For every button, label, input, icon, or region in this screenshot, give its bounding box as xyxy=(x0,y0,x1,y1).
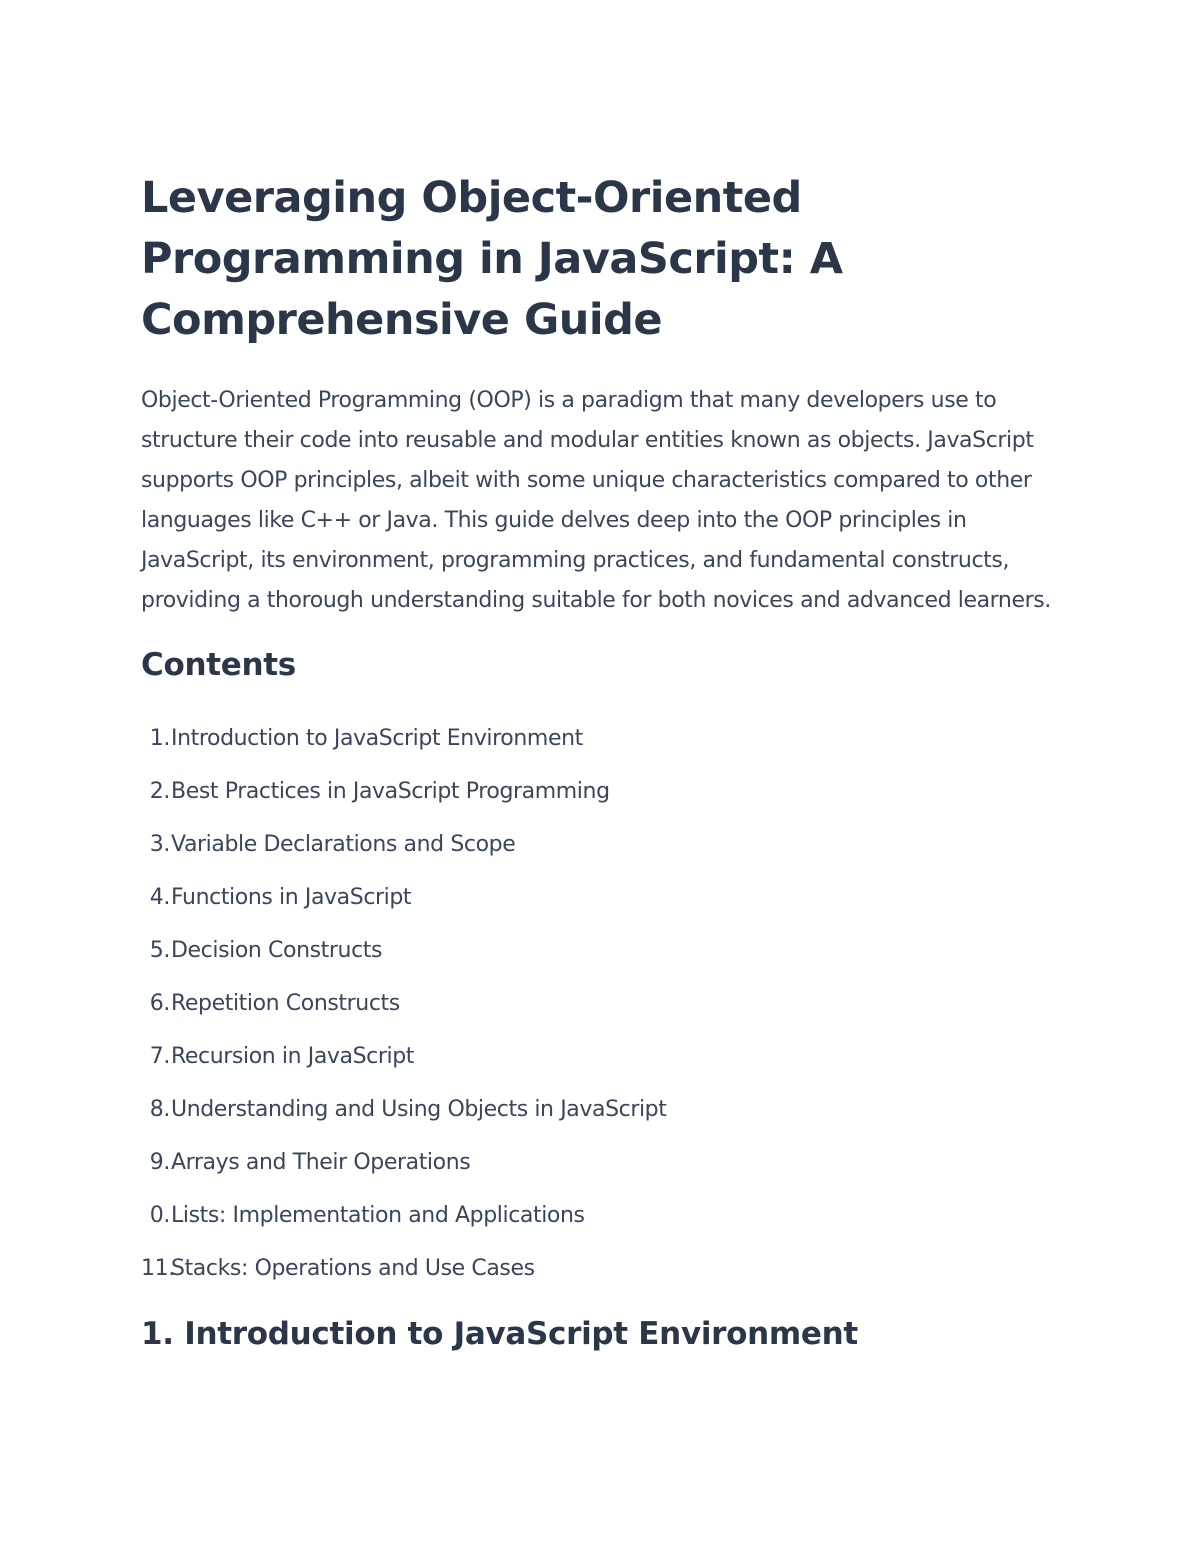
toc-item-number: 11. xyxy=(141,1256,175,1281)
toc-item-number: 3. xyxy=(149,832,170,857)
intro-paragraph: Object-Oriented Programming (OOP) is a paradigm that many developers use to structure their code into reusable and modular entities known as objects. JavaScript supports OOP principles, albeit with some unique characteristics compared to other languages like C++ or Java. This guide delves deep into the OOP principles in JavaScript, its environment, programming practices, and fundamental constructs, providing a thorough understanding suitable for both novices and advanced learners. xyxy=(141,388,1051,613)
toc-item-number: 6. xyxy=(149,991,170,1016)
toc-item-label: Repetition Constructs xyxy=(171,991,400,1016)
toc-item-number: 7. xyxy=(149,1044,170,1069)
toc-item xyxy=(141,1189,1071,1242)
toc-item xyxy=(141,924,1071,977)
table-of-contents xyxy=(141,712,1071,1295)
toc-item-number: 9. xyxy=(149,1150,170,1175)
document-title: Leveraging Object-Oriented Programming in JavaScript: A Comprehensive Guide xyxy=(141,173,843,345)
document-page xyxy=(141,168,1071,1354)
toc-item-label: Arrays and Their Operations xyxy=(171,1150,471,1175)
toc-item xyxy=(141,977,1071,1030)
toc-item xyxy=(141,1030,1071,1083)
toc-item-number: 1. xyxy=(149,726,170,751)
toc-item-number: 5. xyxy=(149,938,170,963)
toc-item xyxy=(141,712,1071,765)
toc-item-label: Decision Constructs xyxy=(171,938,383,963)
toc-item xyxy=(141,1242,1071,1295)
toc-item xyxy=(141,765,1071,818)
toc-item-label: Best Practices in JavaScript Programming xyxy=(171,779,610,804)
toc-item-label: Variable Declarations and Scope xyxy=(171,832,516,857)
contents-heading: Contents xyxy=(141,647,296,683)
toc-item-label: Lists: Implementation and Applications xyxy=(171,1203,585,1228)
toc-item-label: Stacks: Operations and Use Cases xyxy=(171,1256,535,1281)
toc-item xyxy=(141,871,1071,924)
section-heading: 1. Introduction to JavaScript Environment xyxy=(141,1316,858,1352)
toc-item-label: Introduction to JavaScript Environment xyxy=(171,726,583,751)
toc-item-number: 2. xyxy=(149,779,170,804)
toc-item-label: Understanding and Using Objects in JavaScript xyxy=(171,1097,667,1122)
toc-item xyxy=(141,818,1071,871)
toc-item-label: Recursion in JavaScript xyxy=(171,1044,415,1069)
toc-item-label: Functions in JavaScript xyxy=(171,885,412,910)
toc-item xyxy=(141,1083,1071,1136)
toc-item-number: 0. xyxy=(149,1203,170,1228)
toc-item-number: 4. xyxy=(149,885,170,910)
toc-item xyxy=(141,1136,1071,1189)
toc-item-number: 8. xyxy=(149,1097,170,1122)
